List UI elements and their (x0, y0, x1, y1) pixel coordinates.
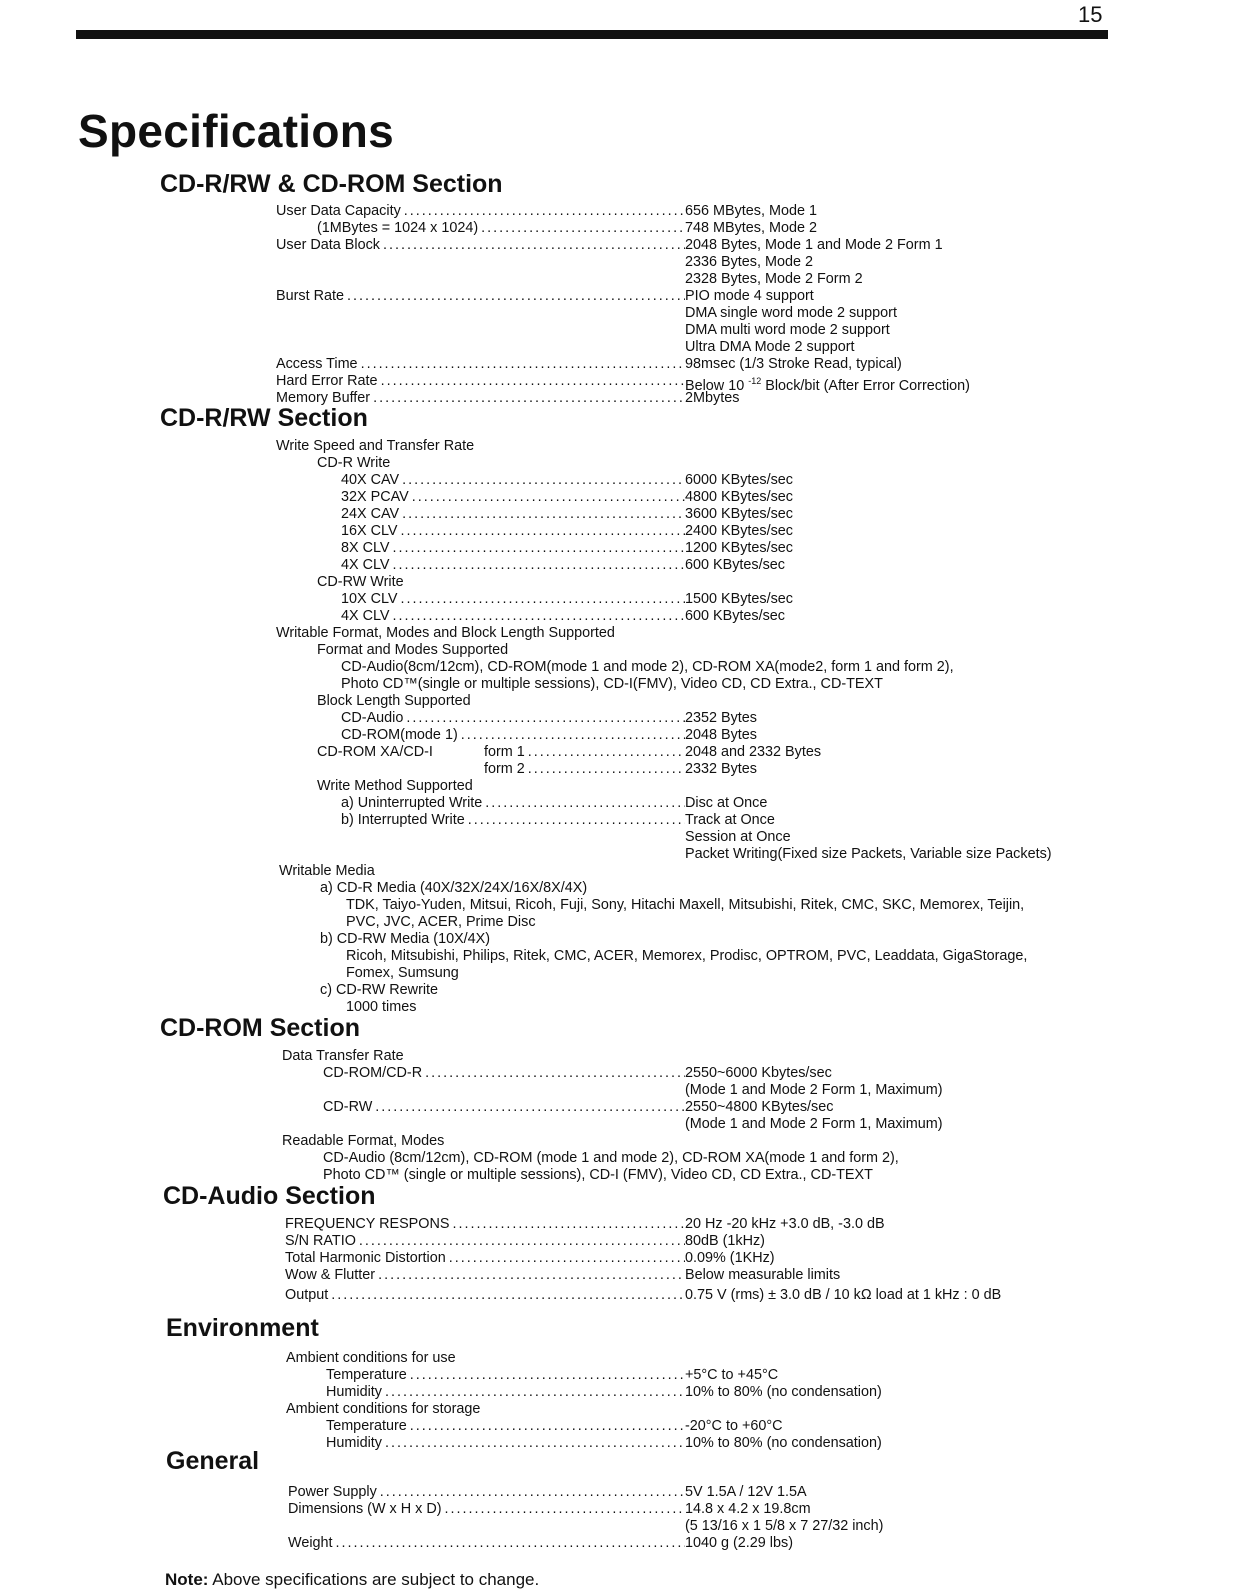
note-text: Above specifications are subject to change. (212, 1570, 540, 1589)
note-label: Note: (165, 1570, 209, 1589)
spec-value: Track at Once (685, 812, 775, 828)
readable-line-2: Photo CD™ (single or multiple sessions), CD-I (FMV), Video CD, CD Extra., CD-TEXT (323, 1167, 873, 1183)
media-item-b-line-2: Fomex, Sumsung (346, 965, 459, 981)
spec-value-continued: Session at Once (685, 829, 791, 845)
subheading-cdr-write: CD-R Write (317, 455, 391, 471)
spec-value: Below measurable limits (685, 1267, 841, 1283)
spec-label: Hard Error Rate . . . (276, 373, 685, 390)
spec-label: Dimensions (W x H x D) . . . (288, 1501, 685, 1518)
spec-value: 10% to 80% (no condensation) (685, 1435, 882, 1451)
spec-label: form 1 . . . (484, 744, 685, 761)
spec-value: 2332 Bytes (685, 761, 758, 777)
spec-label: Total Harmonic Distortion . . . (285, 1250, 685, 1267)
media-item-b: b) CD-RW Media (10X/4X) (320, 931, 491, 947)
spec-label: CD-ROM/CD-R . . . (323, 1065, 685, 1082)
spec-value: 0.09% (1KHz) (685, 1250, 775, 1266)
spec-label: CD-Audio . . . (341, 710, 685, 727)
spec-value: 2400 KBytes/sec (685, 523, 793, 539)
spec-label: 4X CLV . . . (341, 557, 685, 574)
format-modes-line-2: Photo CD™(single or multiple sessions), CD-I(FMV), Video CD, CD Extra., CD-TEXT (341, 676, 883, 692)
spec-value: 98msec (1/3 Stroke Read, typical) (685, 356, 902, 372)
spec-value: 5V 1.5A / 12V 1.5A (685, 1484, 807, 1500)
spec-label: Temperature . . . (326, 1367, 685, 1384)
spec-value: 2048 and 2332 Bytes (685, 744, 822, 760)
spec-value: 1200 KBytes/sec (685, 540, 793, 556)
spec-label: Weight . . . (288, 1535, 685, 1552)
spec-label: Access Time . . . (276, 356, 685, 373)
spec-label: (1MBytes = 1024 x 1024) . . . (317, 220, 685, 237)
spec-label: Temperature . . . (326, 1418, 685, 1435)
subheading-write-method: Write Method Supported (317, 778, 473, 794)
spec-value: 20 Hz -20 kHz +3.0 dB, -3.0 dB (685, 1216, 885, 1232)
spec-value: 600 KBytes/sec (685, 557, 785, 573)
spec-value: 2048 Bytes, Mode 1 and Mode 2 Form 1 (685, 237, 943, 253)
spec-label: Memory Buffer . . . (276, 390, 685, 407)
spec-value-continued: Ultra DMA Mode 2 support (685, 339, 855, 355)
spec-value: 10% to 80% (no condensation) (685, 1384, 882, 1400)
subheading-writable-media: Writable Media (279, 863, 375, 879)
spec-value: 80dB (1kHz) (685, 1233, 765, 1249)
section-heading-environment: Environment (166, 1314, 319, 1342)
spec-value: 14.8 x 4.2 x 19.8cm (685, 1501, 811, 1517)
spec-value: 0.75 V (rms) ± 3.0 dB / 10 kΩ load at 1 kHz : 0 dB (685, 1287, 1002, 1303)
page-number: 15 (1078, 2, 1103, 27)
spec-value: 6000 KBytes/sec (685, 472, 793, 488)
spec-value-continued: (Mode 1 and Mode 2 Form 1, Maximum) (685, 1116, 943, 1132)
spec-label: Humidity . . . (326, 1435, 685, 1452)
subheading-write-speed: Write Speed and Transfer Rate (276, 438, 475, 454)
spec-label: b) Interrupted Write . . . (341, 812, 685, 829)
spec-value: 1500 KBytes/sec (685, 591, 793, 607)
subheading-writable-format: Writable Format, Modes and Block Length Supported (276, 625, 615, 641)
subheading-ambient-storage: Ambient conditions for storage (286, 1401, 481, 1417)
spec-label: Humidity . . . (326, 1384, 685, 1401)
bl-cd-rom-xa-label: CD-ROM XA/CD-I (317, 744, 433, 760)
spec-value: Disc at Once (685, 795, 768, 811)
subheading-cdrw-write: CD-RW Write (317, 574, 404, 590)
spec-value: 748 MBytes, Mode 2 (685, 220, 817, 236)
format-modes-line-1: CD-Audio(8cm/12cm), CD-ROM(mode 1 and mode 2), CD-ROM XA(mode2, form 1 and form 2), (341, 659, 954, 675)
footnote (165, 1570, 539, 1590)
spec-label: FREQUENCY RESPONS . . . (285, 1216, 685, 1233)
spec-label: Power Supply . . . (288, 1484, 685, 1501)
spec-value: 600 KBytes/sec (685, 608, 785, 624)
spec-label: 40X CAV . . . (341, 472, 685, 489)
subheading-data-transfer: Data Transfer Rate (282, 1048, 404, 1064)
spec-label: 10X CLV . . . (341, 591, 685, 608)
spec-label: 32X PCAV . . . (341, 489, 685, 506)
header-rule (76, 30, 1108, 39)
subheading-format-modes: Format and Modes Supported (317, 642, 509, 658)
spec-value: 2550~6000 Kbytes/sec (685, 1065, 832, 1081)
spec-value-continued: DMA multi word mode 2 support (685, 322, 890, 338)
spec-label: Wow & Flutter . . . (285, 1267, 685, 1284)
spec-value: 2352 Bytes (685, 710, 758, 726)
spec-label: CD-ROM(mode 1) . . . (341, 727, 685, 744)
page-title: Specifications (78, 105, 395, 157)
spec-label: User Data Block . . . (276, 237, 685, 254)
spec-value-continued: (5 13/16 x 1 5/8 x 7 27/32 inch) (685, 1518, 884, 1534)
section-heading-cdrom: CD-ROM Section (160, 1014, 360, 1042)
spec-value: 2048 Bytes (685, 727, 758, 743)
hard-error-base: Below 10 (685, 377, 745, 394)
subheading-readable-format: Readable Format, Modes (282, 1133, 445, 1149)
readable-line-1: CD-Audio (8cm/12cm), CD-ROM (mode 1 and mode 2), CD-ROM XA(mode 1 and form 2), (323, 1150, 899, 1166)
subheading-ambient-use: Ambient conditions for use (286, 1350, 456, 1366)
media-item-a-line-2: PVC, JVC, ACER, Prime Disc (346, 914, 536, 930)
spec-value: 1040 g (2.29 lbs) (685, 1535, 794, 1551)
spec-label: S/N RATIO . . . (285, 1233, 685, 1250)
spec-label: Burst Rate . . . (276, 288, 685, 305)
media-item-b-line-1: Ricoh, Mitsubishi, Philips, Ritek, CMC, ACER, Memorex, Prodisc, OPTROM, PVC, Leaddata, GigaStorage, (346, 948, 1028, 964)
spec-label: a) Uninterrupted Write . . . (341, 795, 685, 812)
media-item-a: a) CD-R Media (40X/32X/24X/16X/8X/4X) (320, 880, 588, 896)
section-heading-cdaudio: CD-Audio Section (163, 1182, 376, 1210)
spec-value: 656 MBytes, Mode 1 (685, 203, 817, 219)
media-item-a-line-1: TDK, Taiyo-Yuden, Mitsui, Ricoh, Fuji, Sony, Hitachi Maxell, Mitsubishi, Ritek, CMC, SKC, Memorex, Teijin, (346, 897, 1025, 913)
spec-label: Output . . . (285, 1287, 685, 1304)
spec-value-continued: Packet Writing(Fixed size Packets, Variable size Packets) (685, 846, 1052, 862)
section-heading-general: General (166, 1447, 260, 1475)
spec-label: 24X CAV . . . (341, 506, 685, 523)
hard-error-unit: Block/bit (After Error Correction) (765, 377, 970, 394)
spec-value: PIO mode 4 support (685, 288, 814, 304)
spec-label: CD-RW . . . (323, 1099, 685, 1116)
spec-value: 4800 KBytes/sec (685, 489, 793, 505)
spec-value: +5°C to +45°C (685, 1367, 779, 1383)
spec-value: 2550~4800 KBytes/sec (685, 1099, 834, 1115)
section-heading-cdrw: CD-R/RW Section (160, 404, 368, 432)
spec-label: 8X CLV . . . (341, 540, 685, 557)
spec-value-continued: 2336 Bytes, Mode 2 (685, 254, 813, 270)
spec-label: 16X CLV . . . (341, 523, 685, 540)
hard-error-exponent: -12 (748, 376, 762, 386)
spec-value: 2Mbytes (685, 390, 740, 406)
spec-label: User Data Capacity . . . (276, 203, 685, 220)
section-heading-cdrw-cdrom: CD-R/RW & CD-ROM Section (160, 170, 503, 198)
spec-label: form 2 . . . (484, 761, 685, 778)
spec-value-continued: 2328 Bytes, Mode 2 Form 2 (685, 271, 863, 287)
media-item-c-line-1: 1000 times (346, 999, 417, 1015)
spec-value: -20°C to +60°C (685, 1418, 783, 1434)
spec-value: 3600 KBytes/sec (685, 506, 793, 522)
spec-label: 4X CLV . . . (341, 608, 685, 625)
spec-value-continued: (Mode 1 and Mode 2 Form 1, Maximum) (685, 1082, 943, 1098)
spec-value-continued: DMA single word mode 2 support (685, 305, 897, 321)
subheading-block-length: Block Length Supported (317, 693, 471, 709)
media-item-c: c) CD-RW Rewrite (320, 982, 439, 998)
